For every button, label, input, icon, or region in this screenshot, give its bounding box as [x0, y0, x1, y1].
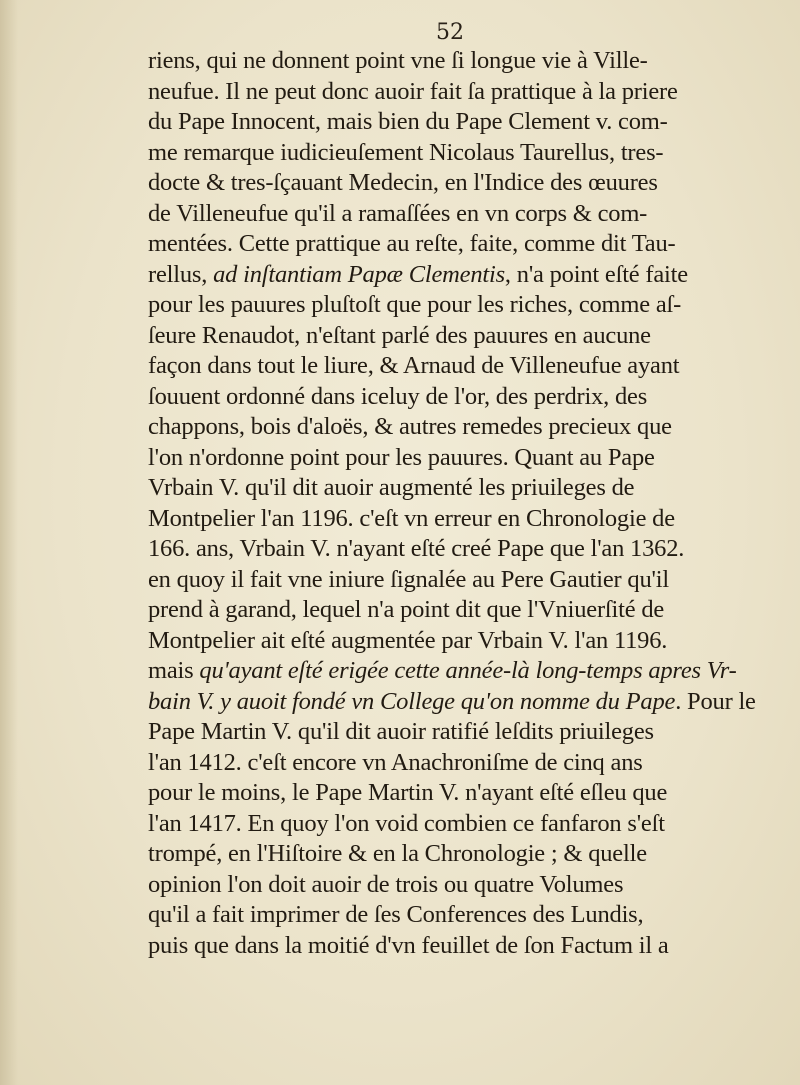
text-segment: l'an 1417. En quoy l'on void combien ce fanfaron s'eſt	[148, 809, 665, 837]
text-segment: Pape Martin V. qu'il dit auoir ratifié leſdits priuileges	[148, 718, 654, 745]
text-segment: prend à garand, lequel n'a point dit que l'Vniuerſité de	[148, 596, 665, 623]
text-segment: mais	[148, 657, 200, 684]
italic-segment: ad inſtantiam	[213, 260, 342, 288]
text-segment: , n'a point eſté faite	[504, 260, 688, 288]
text-line	[148, 595, 778, 626]
text-segment: qu'il a fait imprimer de ſes Conferences des Lundis,	[148, 901, 644, 928]
text-segment: opinion l'on doit auoir de trois ou quatre Volumes	[148, 870, 624, 898]
text-line	[148, 77, 778, 108]
text-line	[148, 534, 778, 565]
text-line	[148, 839, 778, 870]
text-line	[148, 473, 778, 504]
text-segment: ſouuent ordonné dans iceluy de l'or, des perdrix, des	[148, 382, 648, 410]
text-line	[148, 107, 778, 138]
text-line	[148, 504, 778, 535]
text-segment: pour les pauures pluſtoſt que pour les riches, comme aſ-	[148, 291, 682, 318]
text-segment: chappons, bois d'aloës, & autres remedes precieux que	[148, 413, 672, 440]
text-line	[148, 870, 778, 901]
page-gutter-shadow	[0, 0, 18, 1085]
text-segment: mentées. Cette prattique au reſte, faite, comme dit Tau-	[148, 230, 676, 257]
text-segment: trompé, en l'Hiſtoire & en la Chronologie ; & quelle	[148, 840, 647, 867]
text-segment: Vrbain V. qu'il dit auoir augmenté les priuileges de	[148, 474, 635, 501]
text-segment: l'an 1412. c'eſt encore vn Anachroniſme de cinq ans	[148, 748, 643, 776]
text-segment: . Pour le	[675, 687, 756, 715]
text-line	[148, 656, 778, 687]
text-line	[148, 382, 778, 413]
body-text	[148, 46, 778, 961]
italic-segment: bain V. y auoit fondé vn College qu'on nomme du Pape	[148, 687, 676, 715]
text-segment: du Pape Innocent, mais bien du Pape Clement v. com-	[148, 108, 668, 135]
text-line	[148, 443, 778, 474]
text-segment: 166. ans, Vrbain V. n'ayant eſté creé Pape que l'an 1362.	[148, 535, 685, 562]
italic-segment: Papæ Clementis	[347, 260, 505, 288]
text-segment: ſeure Renaudot, n'eſtant parlé des pauures en aucune	[148, 321, 651, 349]
text-segment: Montpelier ait eſté augmentée par Vrbain V. l'an 1196.	[148, 626, 668, 654]
text-line	[148, 138, 778, 169]
text-line	[148, 900, 778, 931]
text-segment: neufue. Il ne peut donc auoir fait ſa prattique à la priere	[148, 77, 678, 105]
text-line	[148, 260, 778, 291]
text-line	[148, 687, 778, 718]
text-segment: en quoy il fait vne iniure ſignalée au Pere Gautier qu'il	[148, 565, 669, 593]
text-line	[148, 809, 778, 840]
text-line	[148, 168, 778, 199]
text-segment: docte & tres-ſçauant Medecin, en l'Indice des œuures	[148, 169, 658, 196]
text-segment: rellus,	[148, 260, 214, 288]
text-line	[148, 748, 778, 779]
text-segment: puis que dans la moitié d'vn feuillet de ſon Factum il a	[148, 931, 669, 959]
text-segment: de Villeneufue qu'il a ramaſſées en vn corps & com-	[148, 199, 648, 227]
text-line	[148, 778, 778, 809]
text-line	[148, 290, 778, 321]
text-line	[148, 717, 778, 748]
text-line	[148, 351, 778, 382]
text-line	[148, 199, 778, 230]
text-segment: riens, qui ne donnent point vne ſi longue vie à Ville-	[148, 47, 648, 74]
text-line	[148, 229, 778, 260]
text-segment: façon dans tout le liure, & Arnaud de Villeneufue ayant	[148, 352, 680, 379]
text-segment: me remarque iudicieuſement Nicolaus Taurellus, tres-	[148, 138, 664, 166]
text-segment: pour le moins, le Pape Martin V. n'ayant eſté eſleu que	[148, 779, 668, 806]
text-line	[148, 412, 778, 443]
italic-segment: qu'ayant eſté erigée cette année-là long-temps apres Vr-	[199, 657, 737, 684]
text-segment: l'on n'ordonne point pour les pauures. Quant au Pape	[148, 443, 655, 471]
text-line	[148, 565, 778, 596]
text-line	[148, 931, 778, 962]
text-line	[148, 46, 778, 77]
page-number: 52	[436, 20, 464, 45]
text-line	[148, 321, 778, 352]
text-segment: Montpelier l'an 1196. c'eſt vn erreur en Chronologie de	[148, 504, 675, 532]
text-line	[148, 626, 778, 657]
